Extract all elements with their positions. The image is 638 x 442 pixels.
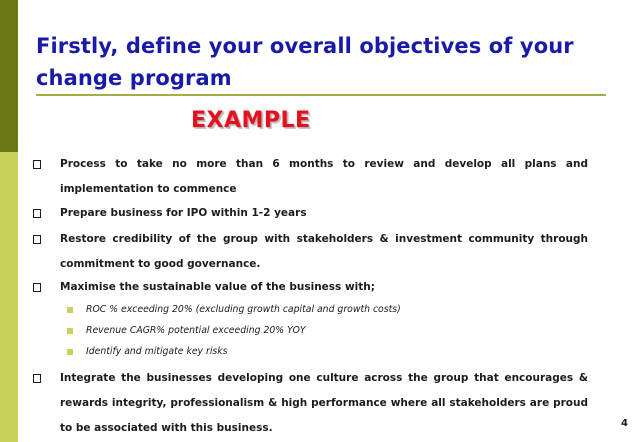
bullet-item: Prepare business for IPO within 1-2 years — [60, 207, 307, 219]
square-bullet-icon — [33, 374, 41, 383]
bullet-item: Process to take no more than 6 months to review and develop all plans and implementation to commence — [60, 158, 588, 195]
square-bullet-icon — [33, 235, 41, 244]
page-number: 4 — [621, 418, 628, 429]
sidebar-decoration-dark — [0, 0, 18, 152]
bullet-item: Integrate the businesses developing one culture across the group that encourages & rewards integrity, professionalism & high performance where all stakeholders are proud to be associated with this business. — [60, 372, 588, 434]
square-bullet-icon — [33, 283, 41, 292]
sub-bullet-icon — [67, 328, 73, 334]
bullet-item: Maximise the sustainable value of the business with; — [60, 281, 375, 293]
bullet-item: Restore credibility of the group with stakeholders & investment community through commitment to good governance. — [60, 233, 588, 270]
sub-bullet-item: Identify and mitigate key risks — [86, 346, 228, 357]
sub-bullet-item: Revenue CAGR% potential exceeding 20% YOY — [86, 325, 306, 336]
square-bullet-icon — [33, 209, 41, 218]
slide-title: Firstly, define your overall objectives of your change program — [36, 34, 574, 90]
title-divider — [36, 94, 606, 96]
sub-bullet-icon — [67, 307, 73, 313]
square-bullet-icon — [33, 160, 41, 169]
sidebar-decoration-light — [0, 152, 18, 442]
example-heading: EXAMPLE — [191, 108, 311, 133]
sub-bullet-icon — [67, 349, 73, 355]
sub-bullet-item: ROC % exceeding 20% (excluding growth capital and growth costs) — [86, 304, 401, 315]
